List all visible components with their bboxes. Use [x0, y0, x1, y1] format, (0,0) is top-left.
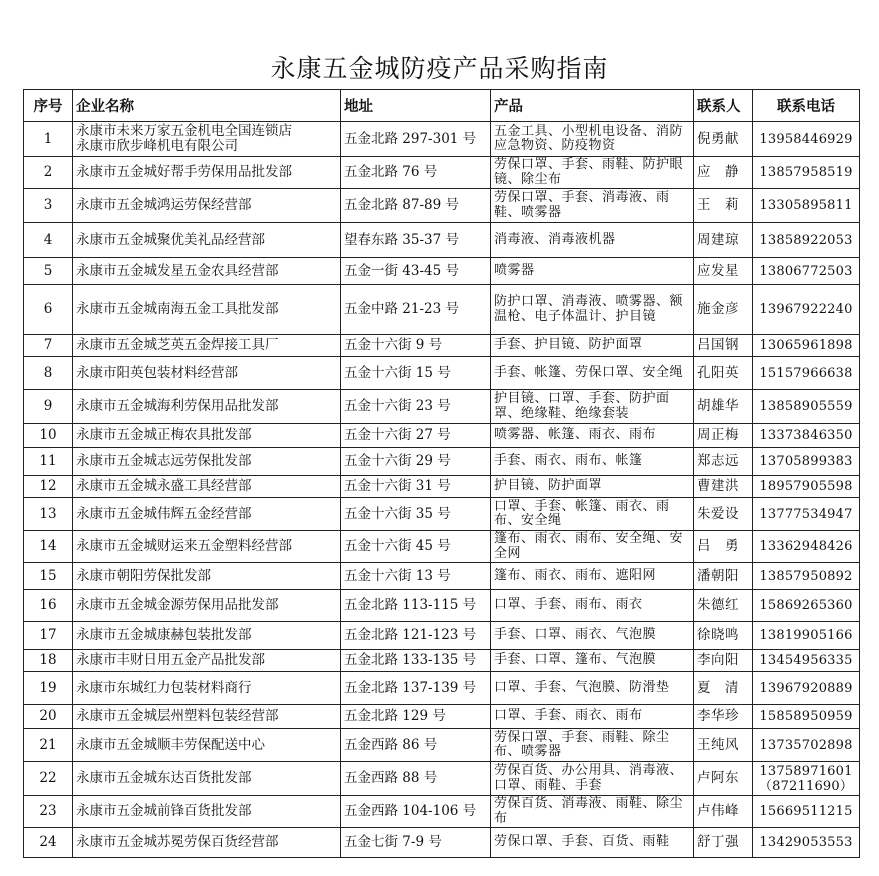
cell-no: 16: [24, 590, 73, 622]
cell-address: 望春东路 35-37 号: [341, 223, 491, 258]
cell-phone: 15869265360: [753, 590, 860, 622]
table-row: [24, 672, 860, 705]
table-row: [24, 335, 860, 357]
cell-phone: 13967920889: [753, 672, 860, 705]
cell-product: 劳保百货、办公用具、消毒液、口罩、雨鞋、手套: [491, 762, 694, 796]
cell-address: 五金十六街 31 号: [341, 476, 491, 498]
cell-phone: 13065961898: [753, 335, 860, 357]
cell-address: 五金北路 113-115 号: [341, 590, 491, 622]
cell-contact: 卢阿东: [694, 762, 753, 796]
cell-product: 护目镜、防护面罩: [491, 476, 694, 498]
cell-contact: 王纯风: [694, 729, 753, 762]
cell-phone: 13858905559: [753, 390, 860, 424]
cell-product: 口罩、手套、雨布、雨衣: [491, 590, 694, 622]
cell-address: 五金北路 121-123 号: [341, 622, 491, 650]
cell-company: 永康市五金城好帮手劳保用品批发部: [73, 157, 341, 189]
table-row: [24, 390, 860, 424]
cell-no: 21: [24, 729, 73, 762]
cell-no: 19: [24, 672, 73, 705]
table-row: [24, 189, 860, 223]
cell-contact: 徐晓鸣: [694, 622, 753, 650]
cell-no: 14: [24, 531, 73, 563]
cell-contact: 潘朝阳: [694, 563, 753, 590]
cell-company: 永康市阳英包装材料经营部: [73, 357, 341, 390]
cell-company: 永康市五金城层州塑料包装经营部: [73, 705, 341, 729]
table-row: [24, 424, 860, 448]
cell-address: 五金七街 7-9 号: [341, 828, 491, 858]
cell-product: 喷雾器: [491, 258, 694, 285]
cell-phone: 13373846350: [753, 424, 860, 448]
table-row: [24, 285, 860, 335]
header-no: 序号: [24, 90, 73, 122]
cell-contact: 周正梅: [694, 424, 753, 448]
table-row: [24, 590, 860, 622]
cell-product: 防护口罩、消毒液、喷雾器、额温枪、电子体温计、护目镜: [491, 285, 694, 335]
cell-no: 17: [24, 622, 73, 650]
cell-address: 五金十六街 23 号: [341, 390, 491, 424]
table-row: [24, 622, 860, 650]
cell-address: 五金北路 87-89 号: [341, 189, 491, 223]
table-row: [24, 476, 860, 498]
cell-phone: 13806772503: [753, 258, 860, 285]
cell-company: 永康市五金城聚优美礼品经营部: [73, 223, 341, 258]
cell-address: 五金十六街 13 号: [341, 563, 491, 590]
cell-product: 手套、口罩、篷布、气泡膜: [491, 650, 694, 672]
table-row: [24, 448, 860, 476]
cell-contact: 应 静: [694, 157, 753, 189]
cell-product: 喷雾器、帐篷、雨衣、雨布: [491, 424, 694, 448]
cell-phone: 15858950959: [753, 705, 860, 729]
cell-address: 五金北路 137-139 号: [341, 672, 491, 705]
cell-contact: 施金彦: [694, 285, 753, 335]
cell-company: 永康市五金城志远劳保批发部: [73, 448, 341, 476]
cell-address: 五金一街 43-45 号: [341, 258, 491, 285]
cell-phone: 13777534947: [753, 498, 860, 531]
cell-no: 5: [24, 258, 73, 285]
cell-company: 永康市朝阳劳保批发部: [73, 563, 341, 590]
cell-address: 五金西路 86 号: [341, 729, 491, 762]
cell-product: 劳保百货、消毒液、雨鞋、除尘布: [491, 796, 694, 828]
cell-contact: 倪勇献: [694, 122, 753, 157]
cell-address: 五金十六街 27 号: [341, 424, 491, 448]
cell-no: 7: [24, 335, 73, 357]
cell-phone: 13758971601 （87211690）: [753, 762, 860, 796]
cell-phone: 13705899383: [753, 448, 860, 476]
cell-address: 五金十六街 35 号: [341, 498, 491, 531]
cell-contact: 卢伟峰: [694, 796, 753, 828]
table-row: [24, 498, 860, 531]
cell-no: 20: [24, 705, 73, 729]
cell-contact: 曹建洪: [694, 476, 753, 498]
cell-phone: 13857958519: [753, 157, 860, 189]
cell-no: 4: [24, 223, 73, 258]
cell-no: 9: [24, 390, 73, 424]
cell-address: 五金十六街 45 号: [341, 531, 491, 563]
cell-contact: 应发星: [694, 258, 753, 285]
header-row: [24, 90, 860, 122]
cell-no: 2: [24, 157, 73, 189]
cell-product: 篷布、雨衣、雨布、安全绳、安全网: [491, 531, 694, 563]
table-row: [24, 122, 860, 157]
cell-phone: 13305895811: [753, 189, 860, 223]
cell-product: 五金工具、小型机电设备、消防应急物资、防疫物资: [491, 122, 694, 157]
header-phone: 联系电话: [753, 90, 860, 122]
cell-phone: 13967922240: [753, 285, 860, 335]
header-product: 产品: [491, 90, 694, 122]
cell-phone: 13857950892: [753, 563, 860, 590]
cell-company: 永康市五金城前锋百货批发部: [73, 796, 341, 828]
table-row: [24, 157, 860, 189]
cell-phone: 18957905598: [753, 476, 860, 498]
cell-no: 22: [24, 762, 73, 796]
cell-company: 永康市五金城东达百货批发部: [73, 762, 341, 796]
cell-company: 永康市五金城苏冕劳保百货经营部: [73, 828, 341, 858]
cell-contact: 朱德红: [694, 590, 753, 622]
table-row: [24, 650, 860, 672]
cell-address: 五金十六街 9 号: [341, 335, 491, 357]
cell-company: 永康市五金城芝英五金焊接工具厂: [73, 335, 341, 357]
table-row: [24, 762, 860, 796]
cell-no: 1: [24, 122, 73, 157]
cell-address: 五金十六街 29 号: [341, 448, 491, 476]
cell-product: 手套、帐篷、劳保口罩、安全绳: [491, 357, 694, 390]
header-contact: 联系人: [694, 90, 753, 122]
cell-company: 永康市丰财日用五金产品批发部: [73, 650, 341, 672]
table-row: [24, 796, 860, 828]
cell-address: 五金中路 21-23 号: [341, 285, 491, 335]
cell-product: 劳保口罩、手套、雨鞋、防护眼镜、除尘布: [491, 157, 694, 189]
supplier-table: [23, 89, 860, 858]
table-row: [24, 705, 860, 729]
cell-no: 6: [24, 285, 73, 335]
cell-phone: 13362948426: [753, 531, 860, 563]
cell-product: 口罩、手套、气泡膜、防滑垫: [491, 672, 694, 705]
cell-address: 五金北路 133-135 号: [341, 650, 491, 672]
cell-company: 永康市五金城海利劳保用品批发部: [73, 390, 341, 424]
cell-product: 劳保口罩、手套、百货、雨鞋: [491, 828, 694, 858]
table-row: [24, 531, 860, 563]
cell-phone: 13819905166: [753, 622, 860, 650]
cell-contact: 胡雄华: [694, 390, 753, 424]
table-row: [24, 828, 860, 858]
table-row: [24, 357, 860, 390]
cell-phone: 13454956335: [753, 650, 860, 672]
cell-address: 五金北路 129 号: [341, 705, 491, 729]
cell-phone: 15157966638: [753, 357, 860, 390]
cell-product: 护目镜、口罩、手套、防护面罩、绝缘鞋、绝缘套装: [491, 390, 694, 424]
cell-no: 23: [24, 796, 73, 828]
cell-address: 五金北路 297-301 号: [341, 122, 491, 157]
cell-company: 永康市五金城永盛工具经营部: [73, 476, 341, 498]
cell-address: 五金西路 104-106 号: [341, 796, 491, 828]
cell-company: 永康市五金城伟辉五金经营部: [73, 498, 341, 531]
cell-company: 永康市东城红力包装材料商行: [73, 672, 341, 705]
cell-phone: 13958446929: [753, 122, 860, 157]
cell-phone: 13735702898: [753, 729, 860, 762]
cell-company: 永康市五金城金源劳保用品批发部: [73, 590, 341, 622]
cell-product: 手套、雨衣、雨布、帐篷: [491, 448, 694, 476]
cell-company: 永康市五金城南海五金工具批发部: [73, 285, 341, 335]
cell-contact: 王 莉: [694, 189, 753, 223]
cell-address: 五金十六街 15 号: [341, 357, 491, 390]
cell-contact: 周建琼: [694, 223, 753, 258]
cell-contact: 孔阳英: [694, 357, 753, 390]
cell-phone: 13429053553: [753, 828, 860, 858]
cell-contact: 李向阳: [694, 650, 753, 672]
table-row: [24, 258, 860, 285]
cell-product: 篷布、雨衣、雨布、遮阳网: [491, 563, 694, 590]
cell-company: 永康市五金城财运来五金塑料经营部: [73, 531, 341, 563]
table-body: [24, 122, 860, 858]
cell-product: 口罩、手套、雨衣、雨布: [491, 705, 694, 729]
table-row: [24, 223, 860, 258]
cell-product: 消毒液、消毒液机器: [491, 223, 694, 258]
cell-company: 永康市未来万家五金机电全国连锁店 永康市欣步峰机电有限公司: [73, 122, 341, 157]
cell-address: 五金北路 76 号: [341, 157, 491, 189]
cell-no: 13: [24, 498, 73, 531]
cell-company: 永康市五金城康赫包装批发部: [73, 622, 341, 650]
cell-company: 永康市五金城鸿运劳保经营部: [73, 189, 341, 223]
cell-company: 永康市五金城正梅农具批发部: [73, 424, 341, 448]
cell-contact: 吕国钢: [694, 335, 753, 357]
cell-phone: 13858922053: [753, 223, 860, 258]
cell-product: 口罩、手套、帐篷、雨衣、雨布、安全绳: [491, 498, 694, 531]
cell-no: 3: [24, 189, 73, 223]
header-address: 地址: [341, 90, 491, 122]
cell-contact: 李华珍: [694, 705, 753, 729]
cell-product: 手套、口罩、雨衣、气泡膜: [491, 622, 694, 650]
table-row: [24, 563, 860, 590]
cell-contact: 朱爱设: [694, 498, 753, 531]
cell-no: 24: [24, 828, 73, 858]
cell-contact: 吕 勇: [694, 531, 753, 563]
cell-contact: 夏 清: [694, 672, 753, 705]
header-company: 企业名称: [73, 90, 341, 122]
cell-no: 15: [24, 563, 73, 590]
cell-contact: 舒丁强: [694, 828, 753, 858]
cell-contact: 郑志远: [694, 448, 753, 476]
cell-no: 11: [24, 448, 73, 476]
cell-company: 永康市五金城发星五金农具经营部: [73, 258, 341, 285]
cell-no: 10: [24, 424, 73, 448]
page-title: 永康五金城防疫产品采购指南: [270, 54, 609, 83]
cell-address: 五金西路 88 号: [341, 762, 491, 796]
cell-no: 18: [24, 650, 73, 672]
cell-no: 8: [24, 357, 73, 390]
cell-product: 劳保口罩、手套、雨鞋、除尘布、喷雾器: [491, 729, 694, 762]
cell-product: 劳保口罩、手套、消毒液、雨鞋、喷雾器: [491, 189, 694, 223]
cell-phone: 15669511215: [753, 796, 860, 828]
cell-product: 手套、护目镜、防护面罩: [491, 335, 694, 357]
cell-company: 永康市五金城顺丰劳保配送中心: [73, 729, 341, 762]
table-row: [24, 729, 860, 762]
cell-no: 12: [24, 476, 73, 498]
